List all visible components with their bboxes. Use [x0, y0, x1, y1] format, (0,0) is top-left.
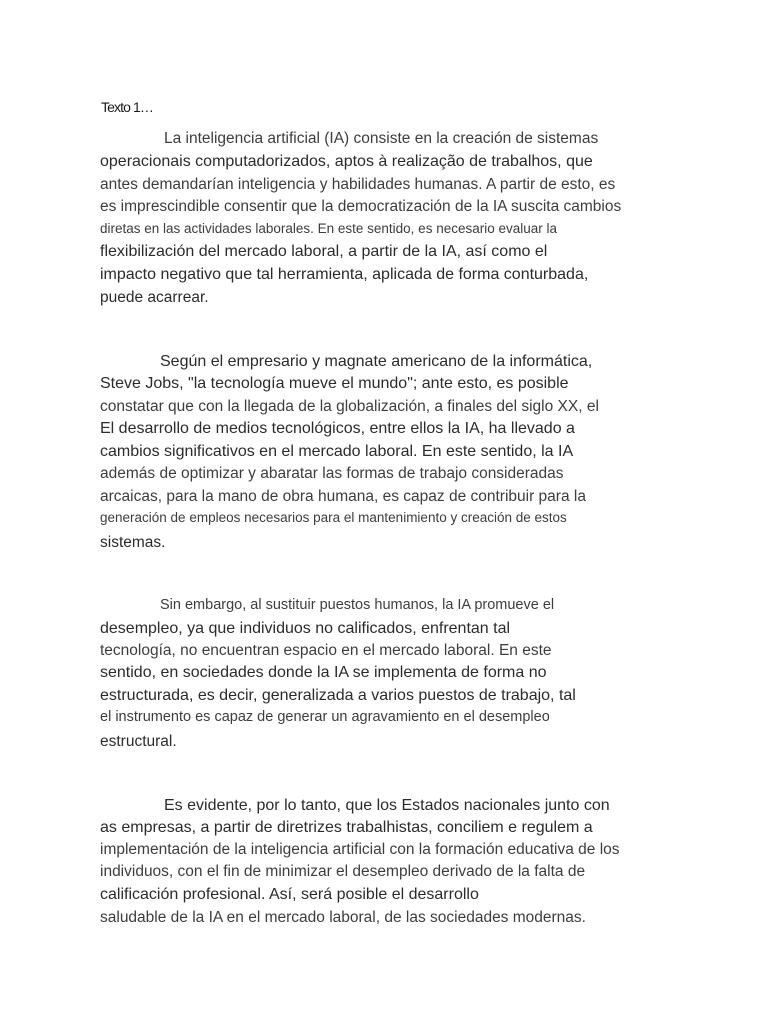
- paragraph-line: estructurada, es decir, generalizada a varios puestos de trabajo, tal: [100, 687, 576, 704]
- paragraph-line: cambios significativos en el mercado laboral. En este sentido, la IA: [100, 443, 574, 460]
- paragraph-line: el instrumento es capaz de generar un agravamiento en el desempleo: [100, 709, 550, 725]
- paragraph-line: flexibilización del mercado laboral, a partir de la IA, así como el: [100, 243, 548, 260]
- paragraph-line: tecnología, no encuentran espacio en el mercado laboral. En este: [100, 642, 552, 659]
- paragraph-line: La inteligencia artificial (IA) consiste en la creación de sistemas: [164, 130, 599, 147]
- paragraph-line: además de optimizar y abaratar las formas de trabajo consideradas: [100, 465, 564, 482]
- paragraph-line: antes demandarían inteligencia y habilidades humanas. A partir de esto, es: [100, 176, 616, 193]
- paragraph-line: El desarrollo de medios tecnológicos, entre ellos la IA, ha llevado a: [100, 420, 575, 437]
- paragraph-line: Steve Jobs, "la tecnología mueve el mundo"; ante esto, es posible: [100, 375, 569, 392]
- paragraph-line: sistemas.: [100, 534, 166, 551]
- paragraph-line: es imprescindible consentir que la democratización de la IA suscita cambios: [100, 198, 622, 215]
- paragraph-line: saludable de la IA en el mercado laboral, de las sociedades modernas.: [100, 909, 586, 926]
- paragraph-line: individuos, con el fin de minimizar el desempleo derivado de la falta de: [100, 863, 586, 880]
- document-title: Texto 1…: [101, 99, 153, 115]
- paragraph-line: arcaicas, para la mano de obra humana, es capaz de contribuir para la: [100, 488, 586, 505]
- paragraph-line: constatar que con la llegada de la globalización, a finales del siglo XX, el: [100, 398, 599, 415]
- paragraph-line: implementación de la inteligencia artificial con la formación educativa de los: [100, 841, 620, 858]
- paragraph-line: impacto negativo que tal herramienta, aplicada de forma conturbada,: [100, 266, 589, 283]
- paragraph-line: operacionais computadorizados, aptos à realização de trabalhos, que: [100, 153, 593, 170]
- paragraph-line: puede acarrear.: [100, 289, 209, 306]
- paragraph-line: calificación profesional. Así, será posible el desarrollo: [100, 886, 479, 903]
- paragraph-line: sentido, en sociedades donde la IA se implementa de forma no: [100, 664, 547, 681]
- paragraph-line: desempleo, ya que individuos no calificados, enfrentan tal: [100, 620, 511, 637]
- paragraph-line: Según el empresario y magnate americano de la informática,: [160, 353, 593, 370]
- paragraph-line: estructural.: [100, 733, 177, 750]
- paragraph-line: generación de empleos necesarios para el mantenimiento y creación de estos: [100, 510, 567, 525]
- paragraph-line: Es evidente, por lo tanto, que los Estados nacionales junto con: [164, 797, 610, 814]
- paragraph-line: as empresas, a partir de diretrizes trabalhistas, conciliem e regulem a: [100, 819, 593, 836]
- paragraph-line: diretas en las actividades laborales. En este sentido, es necesario evaluar la: [100, 221, 558, 236]
- paragraph-line: Sin embargo, al sustituir puestos humanos, la IA promueve el: [160, 597, 555, 613]
